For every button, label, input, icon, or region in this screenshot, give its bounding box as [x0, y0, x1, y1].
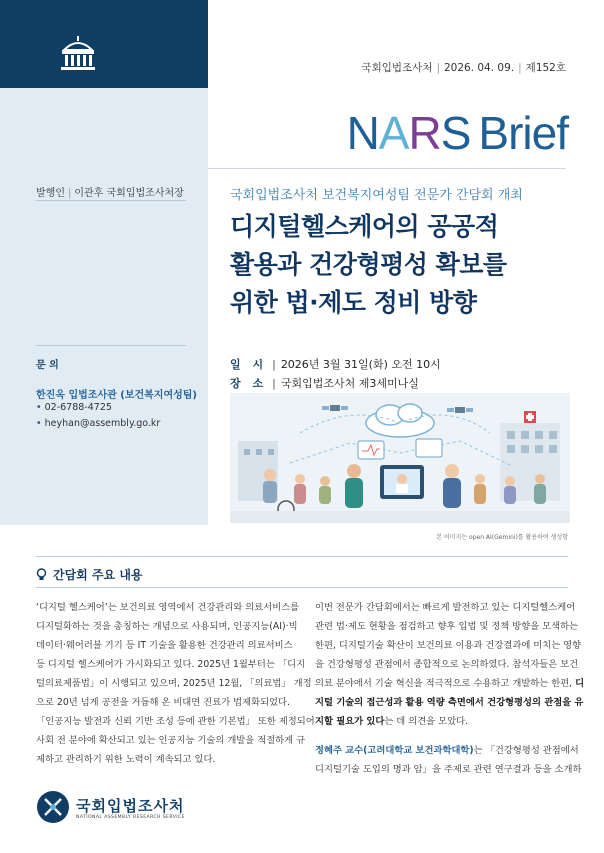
title-line: 디지털헬스케어의 공공적 [230, 212, 499, 241]
body-line: 제하고 관리하기 위한 노력이 계속되고 있다. [36, 754, 216, 765]
body-line: 디지털화하는 것을 총칭하는 개념으로 사용되며, 인공지능(AI)·빅 [36, 621, 298, 632]
body-line: 지털 기술의 접근성과 활용 역량 측면에서 건강형평성의 관점을 유 [315, 697, 584, 708]
speaker-name: 정혜주 교수(고려대학교 보건과학대학) [315, 745, 474, 756]
brand-divider [208, 168, 566, 169]
body-line: 정혜주 교수(고려대학교 보건과학대학)는 「건강형평성 관점에서 [315, 745, 579, 756]
event-place: 장 소 | 국회입법조사처 제3세미나실 [230, 377, 419, 390]
title-line: 활용과 건강형평성 확보를 [230, 250, 507, 279]
publisher: 발행인 | 이관후 국회입법조사처장 [36, 188, 184, 199]
contact-name: 한진옥 입법조사관 (보건복지여성팀) [36, 390, 198, 401]
footer-org-english: NATIONAL ASSEMBLY RESEARCH SERVICE [76, 815, 185, 820]
body-line: 지할 필요가 있다는 데 의견을 모았다. [315, 716, 469, 727]
lightbulb-icon [36, 568, 47, 581]
body-line: 사회 전 분야에 확산되고 있는 인공지능 기술의 개발을 적절하게 규 [36, 735, 306, 746]
issue-number: 제152호 [525, 62, 566, 74]
publisher-label: 발행인 [36, 188, 65, 199]
body-line: 「인공지능 발전과 신뢰 기반 조성 등에 관한 기본법」 또한 제정되어 [36, 716, 315, 727]
paragraph-gap [315, 731, 577, 741]
body-line: 을 건강형평성 관점에서 종합적으로 논의하였다. 참석자들은 보건 [315, 659, 579, 670]
body-line: 의료 분야에서 기술 혁신을 적극적으로 수용하고 개발하는 한편, 디 [315, 678, 585, 689]
issue-date: 2026. 04. 09. [443, 62, 515, 74]
body-line: 털의료제품법」이 시행되고 있으며, 2025년 12월, 「의료법」 개정 [36, 678, 312, 689]
issue-org: 국회입법조사처 [361, 62, 433, 74]
footer-org-name: 국회입법조사처 [76, 797, 185, 815]
email-link[interactable]: heyhan@assembly.go.kr [44, 418, 161, 429]
image-caption: 본 이미지는 open AI(Gemini)를 활용하여 생성함 [436, 534, 568, 541]
event-date: 일 시 | 2026년 3월 31일(화) 오전 10시 [230, 358, 441, 371]
nars-emblem-icon [36, 790, 70, 824]
contact-phone: • 02-6788-4725 [36, 402, 112, 413]
section-title [36, 566, 143, 583]
event-place-value: 국회입법조사처 제3세미나실 [280, 377, 419, 390]
side-panel [0, 88, 208, 525]
body-line: 한편, 디지털기술 확산이 보건의료 이용과 건강결과에 미치는 영향 [315, 640, 582, 651]
body-right-column [315, 598, 585, 779]
publisher-divider [36, 200, 186, 201]
page-title [230, 208, 570, 322]
page-subtitle: 국회입법조사처 보건복지여성팀 전문가 간담회 개최 [230, 188, 523, 203]
body-left-column [36, 598, 315, 769]
body-line: ‘디지털 헬스케어’는 보건의료 영역에서 건강관리와 의료서비스를 [36, 602, 300, 613]
body-line: 디지털기술 도입의 명과 암」을 주제로 관련 연구결과 등을 소개하 [315, 764, 582, 775]
illustration-art [230, 393, 570, 523]
section-divider-bottom [36, 587, 568, 588]
title-line: 위한 법·제도 정비 방향 [230, 288, 477, 317]
section-divider-top [36, 556, 568, 557]
contact-divider [36, 345, 186, 346]
body-line: 으로 20년 넘게 공전을 거듭해 온 비대면 진료가 법제화되었다. [36, 697, 290, 708]
section-title-text: 간담회 주요 내용 [53, 568, 143, 582]
contact-title: 문 의 [36, 360, 59, 371]
assembly-building-icon [58, 34, 98, 72]
phone-text: 02-6788-4725 [44, 402, 112, 413]
header-block [0, 0, 208, 88]
body-line: 관련 법·제도 현황을 점검하고 향후 입법 및 정책 방향을 모색하는 [315, 621, 579, 632]
event-date-value: 2026년 3월 31일(화) 오전 10시 [280, 358, 441, 371]
digital-healthcare-illustration [230, 393, 570, 523]
contact-email[interactable]: • heyhan@assembly.go.kr [36, 418, 161, 429]
issue-info: 국회입법조사처 | 2026. 04. 09. | 제152호 [361, 62, 566, 74]
body-line: 이번 전문가 간담회에서는 빠르게 발전하고 있는 디지털헬스케어 [315, 602, 576, 613]
body-line: 데이터·웨어러블 기기 등 IT 기술을 활용한 건강관리 의료서비스 [36, 640, 293, 651]
nars-brief-logo: NARS Brief [346, 107, 568, 159]
publisher-name: 이관후 국회입법조사처장 [74, 188, 184, 199]
body-line: 등 디지털 헬스케어가 가시화되고 있다. 2025년 1월부터는 「디지 [36, 659, 306, 670]
